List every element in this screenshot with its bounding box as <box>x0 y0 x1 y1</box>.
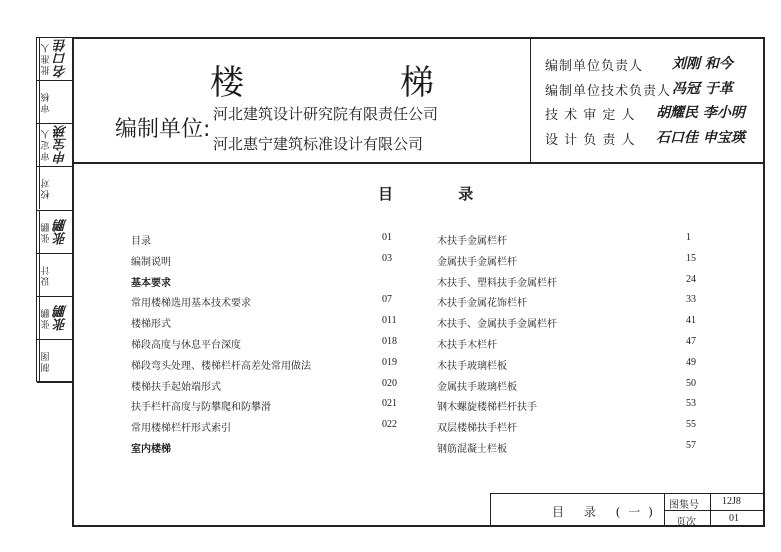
approval-cell <box>37 211 72 254</box>
approval-label: 制图 <box>39 340 52 382</box>
toc-left-page: 022 <box>382 419 397 431</box>
toc-right-item: 金属扶手玻璃栏板 <box>437 381 517 393</box>
header-divider <box>72 162 765 164</box>
approval-label: 张鹏 <box>39 211 52 253</box>
toc-left-item: 梯段高度与休息平台深度 <box>131 340 241 351</box>
approval-label: 批准人 <box>39 38 52 80</box>
approval-signature: 名口佳 <box>54 39 70 79</box>
toc-left-page: 07 <box>382 294 392 306</box>
toc-right-item: 双层楼梯扶手栏杆 <box>437 423 517 435</box>
toc-right-page: 24 <box>686 273 696 285</box>
responsible-divider <box>530 37 531 163</box>
toc-left-page: 018 <box>382 336 397 347</box>
resp-signature-2: 冯冠 于革 <box>672 81 733 97</box>
resp-role-1: 编制单位负责人 <box>545 59 644 74</box>
approval-signature: 张鹏 <box>54 304 70 331</box>
resp-role-2: 编制单位技术负责人 <box>545 84 672 99</box>
toc-left-page: 021 <box>382 398 397 410</box>
toc-right-item: 木扶手、塑料扶手金属栏杆 <box>437 277 557 289</box>
toc-left-item: 常用楼梯选用基本技术要求 <box>131 298 251 310</box>
org-label: 编制单位: <box>115 117 211 142</box>
org-name-1: 河北建筑设计研究院有限责任公司 <box>213 105 439 123</box>
toc-left-item: 室内楼梯 <box>131 444 171 455</box>
approval-cell <box>37 167 72 210</box>
toc-right-item: 木扶手玻璃栏板 <box>437 360 507 372</box>
resp-signature-1: 刘刚 和今 <box>672 56 733 72</box>
toc-right-item: 木扶手金属栏杆 <box>437 236 507 247</box>
toc-heading: 目 录 <box>378 185 504 203</box>
toc-left-page: 03 <box>382 252 392 264</box>
toc-right-item: 钢木螺旋楼梯栏杆扶手 <box>437 402 537 414</box>
title-part-2: 梯 <box>400 63 440 103</box>
toc-right-item: 木扶手木栏杆 <box>437 340 497 351</box>
toc-right-page: 53 <box>686 398 696 410</box>
toc-right-page: 41 <box>686 315 696 327</box>
toc-right-item: 金属扶手金属栏杆 <box>437 256 517 268</box>
set-number-value: 12J8 <box>722 496 741 507</box>
toc-right-page: 49 <box>686 356 696 368</box>
approval-strip <box>36 37 72 382</box>
approval-cell <box>37 124 72 167</box>
resp-role-4: 设 计 负 责 人 <box>545 133 636 148</box>
approval-label: 审定人 <box>39 124 52 166</box>
resp-signature-4: 石口佳 申宝瑛 <box>656 130 745 146</box>
toc-left-item: 扶手栏杆高度与防攀爬和防攀滑 <box>131 402 271 414</box>
approval-cell <box>37 81 72 124</box>
toc-left-item: 梯段弯头处理、楼梯栏杆高差处常用做法 <box>131 360 311 372</box>
approval-signature <box>52 254 72 296</box>
toc-right-page: 33 <box>686 294 696 306</box>
toc-right-page: 57 <box>686 440 696 451</box>
resp-signature-3: 胡耀民 李小明 <box>656 105 745 121</box>
approval-signature: 申宝瑛 <box>54 125 70 165</box>
page-number-value: 01 <box>729 513 739 524</box>
approval-label: 校对 <box>39 167 52 209</box>
toc-right-page: 50 <box>686 377 696 389</box>
toc-right-item: 钢筋混凝土栏板 <box>437 444 507 455</box>
approval-signature: 张鹏 <box>54 218 70 245</box>
approval-cell <box>37 254 72 297</box>
approval-cell <box>37 340 72 383</box>
approval-signature <box>52 81 72 123</box>
approval-signature <box>52 340 72 382</box>
toc-left-page: 011 <box>382 315 397 327</box>
toc-right-item: 木扶手、金属扶手金属栏杆 <box>437 319 557 331</box>
set-number-label: 图集号 <box>669 500 699 511</box>
approval-label: 审核 <box>39 81 52 123</box>
toc-right-item: 木扶手金属花饰栏杆 <box>437 298 527 310</box>
toc-left-item: 基本要求 <box>131 277 171 289</box>
resp-role-3: 技 术 审 定 人 <box>545 108 636 123</box>
approval-cell <box>37 297 72 340</box>
page-number-label: 页次 <box>676 517 696 528</box>
footer-top-line <box>490 493 765 494</box>
org-name-2: 河北惠宁建筑标准设计有限公司 <box>213 135 424 153</box>
toc-left-item: 楼梯形式 <box>131 319 171 331</box>
toc-left-page: 020 <box>382 377 397 389</box>
toc-left-item: 楼梯扶手起始端形式 <box>131 381 221 393</box>
title-part-1: 楼 <box>210 63 250 103</box>
toc-right-page: 47 <box>686 336 696 347</box>
approval-label: 张鹏 <box>39 297 52 339</box>
toc-right-page: 15 <box>686 252 696 264</box>
page-title <box>210 55 440 104</box>
approval-label: 设计 <box>39 254 52 296</box>
toc-left-item: 编制说明 <box>131 256 171 268</box>
toc-right-page: 55 <box>686 419 696 431</box>
footer-left-line <box>490 493 491 527</box>
toc-left-item: 常用楼梯栏杆形式索引 <box>131 423 231 435</box>
toc-left-item: 目录 <box>131 236 151 247</box>
toc-left-page: 01 <box>382 232 392 243</box>
approval-cell <box>37 38 72 81</box>
toc-right-page: 1 <box>686 232 691 243</box>
footer-title: 目 录 (一) <box>552 505 661 519</box>
approval-signature <box>52 167 72 209</box>
toc-left-page: 019 <box>382 356 397 368</box>
